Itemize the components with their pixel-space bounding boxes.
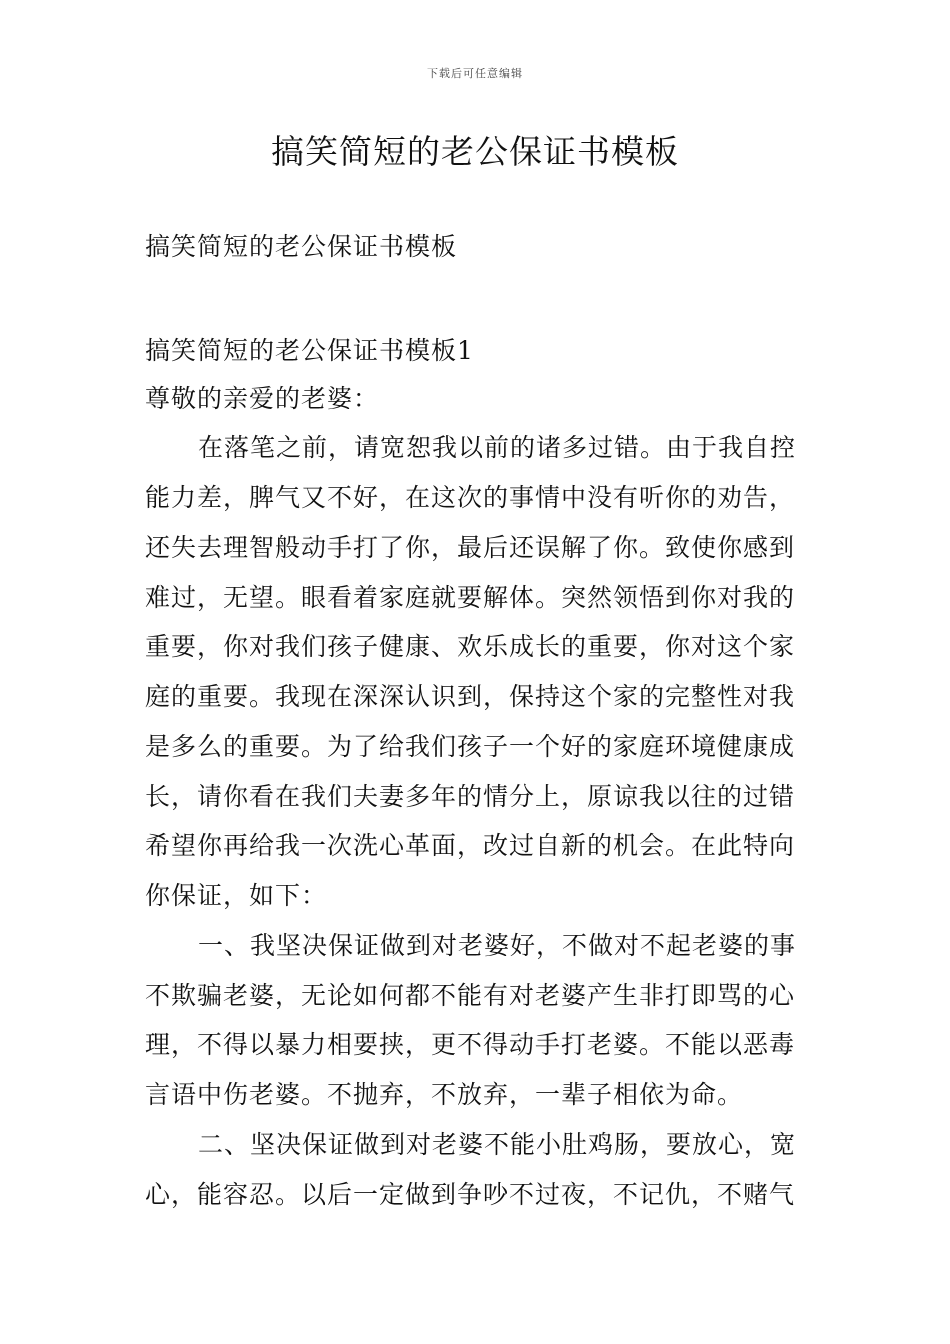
paragraph-line: 庭的重要。我现在深深认识到，保持这个家的完整性对我: [145, 682, 796, 711]
document-subtitle: 搞笑简短的老公保证书模板: [145, 232, 458, 261]
paragraph-line: 一、我坚决保证做到对老婆好，不做对不起老婆的事: [198, 931, 797, 960]
paragraph-line: 二、坚决保证做到对老婆不能小肚鸡肠，要放心，宽: [198, 1130, 797, 1159]
salutation: 尊敬的亲爱的老婆：: [145, 384, 380, 413]
paragraph-line: 在落笔之前，请宽恕我以前的诸多过错。由于我自控: [198, 433, 797, 462]
paragraph-line: 不欺骗老婆，无论如何都不能有对老婆产生非打即骂的心: [145, 981, 796, 1010]
paragraph-line: 言语中伤老婆。不抛弃，不放弃，一辈子相依为命。: [145, 1080, 744, 1109]
paragraph-line: 重要，你对我们孩子健康、欢乐成长的重要，你对这个家: [145, 632, 796, 661]
paragraph-line: 你保证，如下：: [145, 881, 328, 910]
paragraph-line: 难过，无望。眼看着家庭就要解体。突然领悟到你对我的: [145, 583, 796, 612]
paragraph-line: 长，请你看在我们夫妻多年的情分上，原谅我以往的过错: [145, 782, 796, 811]
paragraph-line: 希望你再给我一次洗心革面，改过自新的机会。在此特向: [145, 831, 796, 860]
paragraph-line: 还失去理智般动手打了你，最后还误解了你。致使你感到: [145, 533, 796, 562]
section-heading: 搞笑简短的老公保证书模板1: [145, 336, 474, 365]
paragraph-line: 理，不得以暴力相要挟，更不得动手打老婆。不能以恶毒: [145, 1030, 796, 1059]
paragraph-line: 能力差，脾气又不好，在这次的事情中没有听你的劝告，: [145, 483, 796, 512]
document-title: 搞笑简短的老公保证书模板: [271, 132, 679, 171]
paragraph-line: 心，能容忍。以后一定做到争吵不过夜，不记仇，不赌气: [145, 1180, 796, 1209]
header-note: 下载后可任意编辑: [427, 67, 523, 80]
paragraph-line: 是多么的重要。为了给我们孩子一个好的家庭环境健康成: [145, 732, 796, 761]
